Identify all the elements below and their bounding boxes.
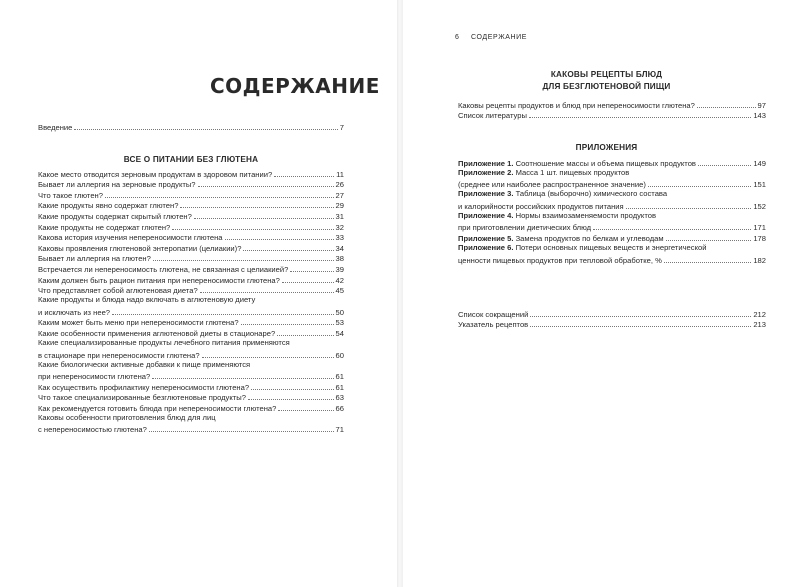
toc-entry[interactable]: Бывает ли аллергия на глютен? 38 [38,254,344,264]
toc-entry[interactable]: Каковы рецепты продуктов и блюд при непереносимости глютена? 97 [458,100,766,110]
appendix-entry[interactable]: Приложение 1. Соотношение массы и объема пищевых продуктов 149 [458,158,766,168]
appendix-entry[interactable]: при приготовлении диетических блюд 171 [458,223,766,233]
toc-entry[interactable]: Встречается ли непереносимость глютена, не связанная с целиакией? 39 [38,264,344,274]
leader-dots [241,324,334,325]
leader-dots [180,207,333,208]
page-number: 66 [335,403,344,413]
toc-entry[interactable]: Как рекомендуется готовить блюда при непереносимости глютена? 66 [38,403,344,413]
page-number: 63 [335,393,344,403]
leader-dots [105,197,334,198]
toc-entry[interactable]: Какие продукты не содержат глютен? 32 [38,222,344,232]
toc-entry[interactable]: при непереносимости глютена? 61 [38,372,344,382]
left-page [0,0,397,587]
toc-entry[interactable]: Какие особенности применения аглютеновой диеты в стационаре? 54 [38,328,344,338]
page-number: 61 [335,382,344,392]
page-number: 29 [335,201,344,211]
leader-dots [74,129,337,130]
page-number: 39 [335,264,344,274]
leader-dots [626,208,752,209]
toc-entry[interactable]: Какие биологически активные добавки к пище применяются [38,359,251,369]
page-number: 27 [335,190,344,200]
leader-dots [172,229,333,230]
toc-list [38,168,344,434]
leader-dots [666,240,752,241]
leader-dots [282,282,334,283]
leader-dots [274,176,334,177]
page-number: 54 [335,328,344,338]
leader-dots [194,218,334,219]
leader-dots [530,326,751,327]
page-number: 171 [753,223,766,233]
leader-dots [149,431,334,432]
toc-entry[interactable]: Каким может быть меню при непереносимости глютена? 53 [38,318,344,328]
page-number: 151 [753,180,766,190]
appendix-entry[interactable]: Приложение 3. Таблица (выборочно) химического состава [458,189,668,199]
leader-dots [290,271,333,272]
page-number: 45 [335,286,344,296]
page-title: СОДЕРЖАНИЕ [210,74,380,98]
page-number: 32 [335,222,344,232]
toc-entry[interactable]: Бывает ли аллергия на зерновые продукты? 26 [38,180,344,190]
section-heading: ВСЕ О ПИТАНИИ БЕЗ ГЛЮТЕНА [123,155,259,164]
page-number: 152 [753,201,766,211]
leader-dots [697,107,756,108]
leader-dots [153,260,334,261]
appendix-label: Приложение 5. [458,233,514,243]
toc-entry[interactable]: Список сокращений 212 [458,309,766,319]
page-number: 50 [335,307,344,317]
page-number: 53 [335,318,344,328]
leader-dots [664,262,751,263]
leader-dots [198,186,334,187]
section-heading: ПРИЛОЖЕНИЯ [575,143,638,152]
page-number: 213 [753,320,766,330]
right-page [403,0,800,587]
appendix-label: Приложение 6. [458,242,514,252]
toc-entry[interactable]: Каковы особенности приготовления блюд для лиц [38,412,216,422]
page-number: 34 [335,243,344,253]
toc-entry[interactable]: Каким должен быть рацион питания при непереносимости глютена? 42 [38,275,344,285]
toc-entry[interactable]: с непереносимостью глютена? 71 [38,425,344,435]
leader-dots [278,410,333,411]
leader-dots [593,229,751,230]
leader-dots [243,250,333,251]
page-number: 178 [753,233,766,243]
appendix-label: Приложение 1. [458,158,514,168]
leader-dots [225,239,334,240]
toc-entry[interactable]: Какие продукты и блюда надо включать в аглютеновую диету [38,295,256,305]
section-heading: КАКОВЫ РЕЦЕПТЫ БЛЮД ДЛЯ БЕЗГЛЮТЕНОВОЙ ПИЩИ [542,70,671,91]
toc-entry[interactable]: Какие продукты содержат скрытый глютен? 31 [38,211,344,221]
toc-list [458,99,766,120]
appendix-entry[interactable]: Приложение 5. Замена продуктов по белкам и углеводам 178 [458,233,766,243]
toc-entry[interactable]: Указатель рецептов 213 [458,320,766,330]
appendix-label: Приложение 3. [458,189,514,199]
leader-dots [202,357,334,358]
appendix-entry[interactable]: Приложение 6. Потери основных пищевых веществ и энергетической [458,242,707,252]
leader-dots [200,292,334,293]
appendix-entry[interactable]: Приложение 2. Масса 1 шт. пищевых продуктов [458,167,630,177]
appendix-entry[interactable]: ценности пищевых продуктов при тепловой обработке, % 182 [458,255,766,265]
page-number: 60 [335,350,344,360]
leader-dots [529,117,751,118]
page-number: 61 [335,372,344,382]
leader-dots [248,399,334,400]
toc-entry[interactable]: Какие продукты явно содержат глютен? 29 [38,201,344,211]
page-number: 31 [335,211,344,221]
leader-dots [648,186,751,187]
appendix-entry[interactable]: и калорийности российских продуктов питания 152 [458,201,766,211]
toc-entry-intro[interactable]: Введение 7 [38,122,344,132]
toc-entry[interactable]: Что представляет собой аглютеновая диета? 45 [38,286,344,296]
toc-entry[interactable]: Список литературы 143 [458,111,766,121]
toc-list [458,308,766,329]
running-title: СОДЕРЖАНИЕ [471,34,528,41]
leader-dots [251,389,333,390]
leader-dots [530,316,751,317]
page-number: 42 [335,275,344,285]
toc-entry[interactable]: и исключать из нее? 50 [38,307,344,317]
leader-dots [112,314,334,315]
appendix-list [458,157,766,265]
page-number: 26 [335,180,344,190]
appendix-entry[interactable]: Приложение 4. Нормы взаимозаменяемости продуктов [458,210,656,220]
toc-entry[interactable]: Какова история изучения непереносимости глютена 33 [38,233,344,243]
toc-entry[interactable]: Каковы проявления глютеновой энтеропатии (целиакии)? 34 [38,243,344,253]
page-number: 71 [335,425,344,435]
leader-dots [152,378,333,379]
toc-entry[interactable]: Какое место отводится зерновым продуктам в здоровом питании? 11 [38,169,344,179]
running-page-number: 6 [455,34,460,41]
leader-dots [698,165,751,166]
page-number: 182 [753,255,766,265]
page-number: 11 [336,169,344,179]
page-number: 149 [753,158,766,168]
appendix-label: Приложение 4. [458,210,514,220]
appendix-label: Приложение 2. [458,167,514,177]
toc-entry[interactable]: Какие специализированные продукты лечебного питания применяются [38,337,290,347]
appendix-entry[interactable]: (среднее или наиболее распространенное значение) 151 [458,180,766,190]
toc-entry[interactable]: Что такое глютен? 27 [38,190,344,200]
page-number: 97 [757,100,766,110]
leader-dots [277,335,333,336]
toc-entry[interactable]: в стационаре при непереносимости глютена? 60 [38,350,344,360]
toc-entry[interactable]: Как осуществить профилактику непереносимости глютена? 61 [38,382,344,392]
page-number: 33 [335,233,344,243]
toc-entry[interactable]: Что такое специализированные безглютеновые продукты? 63 [38,393,344,403]
page-number: 212 [753,309,766,319]
page-number: 143 [753,111,766,121]
page-number: 38 [335,254,344,264]
